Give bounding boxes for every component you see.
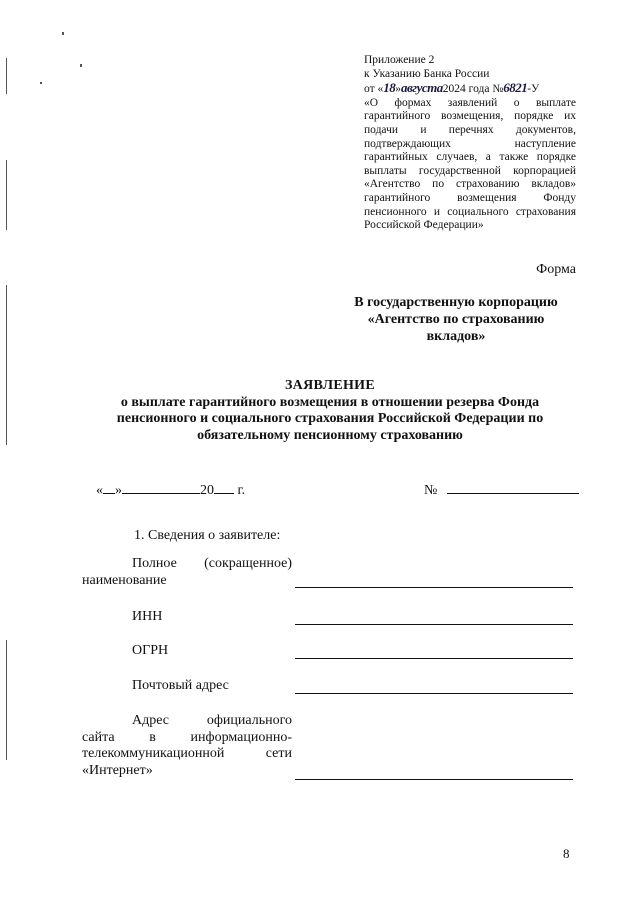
- recipient-line: вкладов»: [426, 329, 486, 344]
- year-text: 2024 года №: [442, 83, 504, 96]
- number-blank[interactable]: [447, 480, 579, 494]
- title-line: о выплате гарантийного возмещения в отношении резерва Фонда: [120, 394, 540, 410]
- form-label: Форма: [536, 262, 576, 277]
- title-heading: ЗАЯВЛЕНИЕ: [284, 378, 375, 393]
- appendix-desc-line: «Агентство по страхованию вкладов»: [364, 178, 576, 191]
- appendix-desc-line: пенсионного и социального страхования: [364, 205, 576, 218]
- date-field[interactable]: [96, 480, 245, 499]
- month-blank[interactable]: [122, 480, 200, 494]
- postal-label-text: Почтовый адрес: [132, 678, 229, 693]
- date-quote: »: [395, 83, 401, 96]
- ogrn-label: [82, 643, 292, 660]
- recipient-line: В государственную корпорацию: [354, 295, 558, 310]
- website-label-line-2: сайта в информационно-: [82, 729, 292, 745]
- recipient-block: [338, 294, 574, 345]
- recipient-line: «Агентство по страхованию: [367, 312, 545, 327]
- scan-edge-line: [6, 58, 7, 94]
- number-label: №: [424, 483, 438, 498]
- appendix-desc-line: подачи и перечнях документов,: [364, 123, 576, 136]
- ogrn-label-text: ОГРН: [132, 643, 169, 658]
- website-label-line-4: «Интернет»: [82, 762, 153, 778]
- appendix-desc-line: гарантийных случаев, а также порядке: [364, 151, 576, 164]
- document-title: [90, 378, 570, 444]
- postal-input-line[interactable]: [295, 693, 573, 694]
- handwritten-number: 6821: [503, 80, 528, 96]
- date-prefix: от «: [364, 83, 384, 96]
- scan-edge-line: [6, 640, 7, 760]
- appendix-line-1: Приложение 2: [364, 54, 435, 66]
- year-blank[interactable]: [214, 480, 234, 494]
- inn-input-line[interactable]: [295, 624, 573, 625]
- handwritten-month: августа: [401, 80, 443, 96]
- full-name-label: [82, 556, 292, 589]
- inn-label: [82, 609, 292, 626]
- appendix-desc-last-line: Российской Федерации»: [364, 219, 484, 232]
- day-blank[interactable]: [103, 480, 115, 494]
- website-label-line-3: телекоммуникационной сети: [82, 746, 292, 761]
- title-line: обязательному пенсионному страхованию: [197, 427, 463, 443]
- appendix-desc-line: выплаты государственной корпорацией: [364, 164, 576, 177]
- scan-mark: [40, 82, 42, 84]
- website-input-line[interactable]: [295, 779, 573, 780]
- postal-label: [82, 678, 292, 695]
- date-open-quote: «: [96, 483, 103, 498]
- section-heading: 1. Сведения о заявителе:: [134, 528, 281, 543]
- appendix-date-line: [364, 81, 576, 97]
- year-century: 20: [200, 483, 214, 498]
- appendix-header: [364, 54, 576, 233]
- appendix-desc-line: «О формах заявлений о выплате: [364, 96, 576, 109]
- full-name-input-line[interactable]: [295, 587, 573, 588]
- full-name-label-line-2: наименование: [82, 572, 167, 588]
- appendix-desc-line: гарантийного возмещения Фонду: [364, 191, 576, 204]
- appendix-desc-line: гарантийного возмещения, порядке их: [364, 110, 576, 123]
- number-field[interactable]: [424, 480, 579, 499]
- website-label: [82, 713, 292, 779]
- scan-edge-line: [6, 160, 7, 230]
- title-line: пенсионного и социального страхования Российской Федерации по: [116, 411, 544, 426]
- appendix-desc-line: подтверждающих наступление: [364, 137, 576, 150]
- ogrn-input-line[interactable]: [295, 658, 573, 659]
- website-label-line-1: Адрес официального: [132, 713, 292, 728]
- inn-label-text: ИНН: [132, 609, 163, 624]
- scan-mark: [80, 64, 82, 67]
- handwritten-day: 18: [383, 80, 396, 96]
- full-name-label-line-1: Полное (сокращенное): [132, 556, 292, 571]
- page-number: 8: [563, 846, 570, 861]
- number-suffix: -У: [527, 83, 540, 96]
- appendix-line-2: к Указанию Банка России: [364, 67, 490, 80]
- date-close-quote: »: [115, 483, 122, 498]
- year-suffix: г.: [237, 483, 246, 498]
- scan-mark: [62, 32, 64, 35]
- scan-edge-line: [6, 285, 7, 445]
